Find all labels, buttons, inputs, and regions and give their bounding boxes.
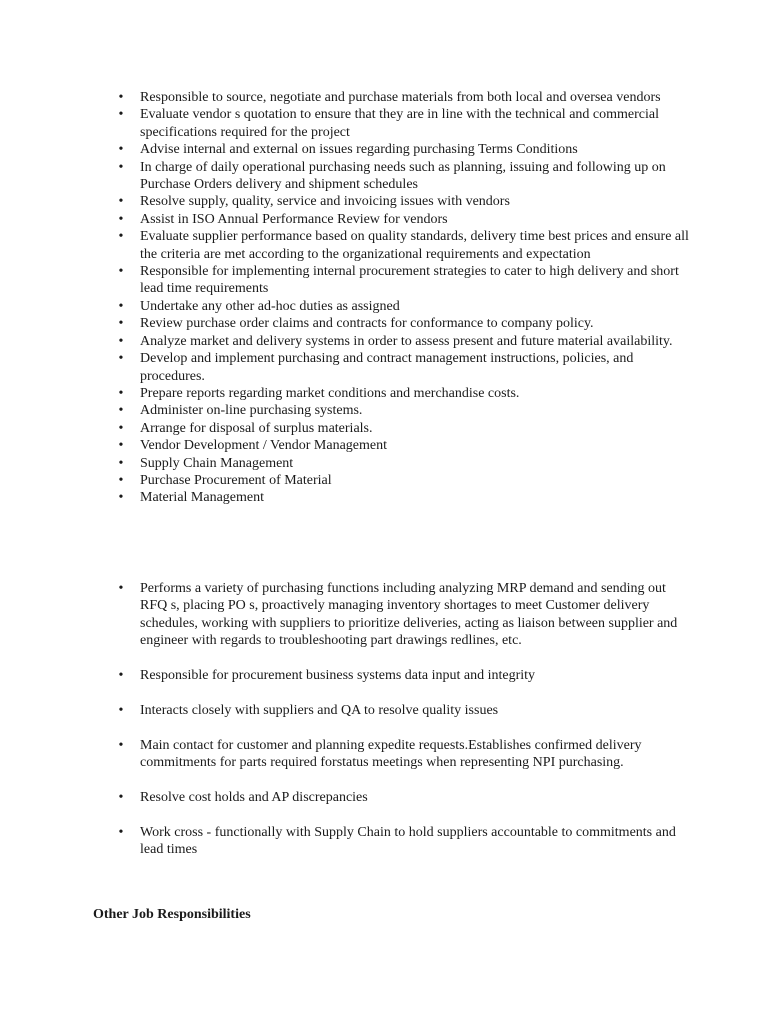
list-item-text: In charge of daily operational purchasing needs such as planning, issuing and following up on Purchase Orders delivery and shipment schedules bbox=[140, 159, 666, 193]
bullet: • bbox=[118, 142, 124, 158]
list-item bbox=[116, 789, 691, 806]
bullet: • bbox=[118, 385, 124, 401]
bullet: • bbox=[118, 333, 124, 349]
list-item bbox=[116, 228, 691, 263]
section-heading: Other Job Responsibilities bbox=[93, 907, 251, 922]
list-item-text: Interacts closely with suppliers and QA to resolve quality issues bbox=[140, 702, 499, 718]
list-item bbox=[116, 472, 691, 489]
responsibilities-list bbox=[116, 89, 691, 507]
list-item-text: Responsible for implementing internal procurement strategies to cater to high delivery and short lead time requirements bbox=[140, 264, 679, 297]
list-item bbox=[116, 315, 691, 332]
bullet: • bbox=[118, 316, 124, 332]
list-item-text: Advise internal and external on issues regarding purchasing Terms Conditions bbox=[140, 142, 578, 158]
list-item-text: Assist in ISO Annual Performance Review for vendors bbox=[140, 211, 448, 227]
list-item-text: Arrange for disposal of surplus materials. bbox=[140, 420, 373, 436]
bullet: • bbox=[118, 455, 124, 471]
list-item bbox=[116, 737, 691, 772]
list-item bbox=[116, 141, 691, 158]
bullet: • bbox=[118, 351, 124, 367]
list-item-text: Vendor Development / Vendor Management bbox=[140, 438, 388, 454]
list-item-text: Main contact for customer and planning expedite requests.Establishes confirmed delivery commitments for parts required forstatus meetings when representing NPI purchasing. bbox=[140, 737, 642, 771]
list-item-text: Review purchase order claims and contracts for conformance to company policy. bbox=[140, 316, 594, 332]
list-item bbox=[116, 667, 691, 684]
list-item-text: Work cross - functionally with Supply Chain to hold suppliers accountable to commitments and lead times bbox=[140, 824, 676, 858]
list-item bbox=[116, 489, 691, 506]
list-item bbox=[116, 455, 691, 472]
bullet: • bbox=[118, 824, 124, 840]
bullet: • bbox=[118, 298, 124, 314]
additional-duties-list bbox=[116, 580, 691, 876]
list-item bbox=[116, 263, 691, 298]
bullet: • bbox=[118, 737, 124, 753]
list-item-text: Responsible for procurement business systems data input and integrity bbox=[140, 668, 536, 684]
bullet: • bbox=[118, 668, 124, 684]
list-item-text: Resolve cost holds and AP discrepancies bbox=[140, 789, 368, 805]
bullet: • bbox=[118, 264, 124, 280]
list-item-text: Undertake any other ad-hoc duties as assigned bbox=[140, 298, 400, 314]
list-item bbox=[116, 702, 691, 719]
list-item bbox=[116, 89, 691, 106]
bullet: • bbox=[118, 702, 124, 718]
list-item-text: Supply Chain Management bbox=[140, 455, 294, 471]
bullet: • bbox=[118, 490, 124, 506]
list-item bbox=[116, 580, 691, 650]
bullet: • bbox=[118, 107, 124, 123]
list-item bbox=[116, 159, 691, 194]
bullet: • bbox=[118, 789, 124, 805]
list-item bbox=[116, 298, 691, 315]
list-item-text: Material Management bbox=[140, 490, 265, 506]
list-item-text: Administer on-line purchasing systems. bbox=[140, 403, 363, 419]
bullet: • bbox=[118, 438, 124, 454]
list-item bbox=[116, 402, 691, 419]
list-item bbox=[116, 333, 691, 350]
bullet: • bbox=[118, 581, 124, 596]
bullet: • bbox=[118, 90, 124, 105]
list-item-text: Evaluate supplier performance based on quality standards, delivery time best prices and ensure all the criteria are met according to the organizational requirements and expectation bbox=[140, 229, 689, 262]
list-item bbox=[116, 106, 691, 141]
bullet: • bbox=[118, 229, 124, 245]
bullet: • bbox=[118, 194, 124, 210]
list-item bbox=[116, 437, 691, 454]
list-item-text: Evaluate vendor s quotation to ensure that they are in line with the technical and commercial specifications required for the project bbox=[140, 107, 659, 140]
list-item-text: Prepare reports regarding market conditions and merchandise costs. bbox=[140, 385, 520, 401]
list-item bbox=[116, 824, 691, 859]
list-item-text: Develop and implement purchasing and contract management instructions, policies, and procedures. bbox=[140, 351, 634, 384]
list-item bbox=[116, 385, 691, 402]
list-item-text: Responsible to source, negotiate and purchase materials from both local and oversea vendors bbox=[140, 90, 661, 105]
list-item bbox=[116, 193, 691, 210]
bullet: • bbox=[118, 472, 124, 488]
list-item bbox=[116, 420, 691, 437]
list-item-text: Analyze market and delivery systems in order to assess present and future material availability. bbox=[140, 333, 673, 349]
bullet: • bbox=[118, 211, 124, 227]
bullet: • bbox=[118, 420, 124, 436]
list-item bbox=[116, 350, 691, 385]
list-item bbox=[116, 211, 691, 228]
bullet: • bbox=[118, 403, 124, 419]
list-item-text: Resolve supply, quality, service and invoicing issues with vendors bbox=[140, 194, 510, 210]
list-item-text: Performs a variety of purchasing functions including analyzing MRP demand and sending out RFQ s, placing PO s, proactively managing inventory shortages to meet Customer delivery schedules, working with suppliers to prioritize deliveries, acting as liaison between supplier and engineer with regards to troubleshooting part drawings redlines, etc. bbox=[140, 581, 678, 649]
list-item-text: Purchase Procurement of Material bbox=[140, 472, 332, 488]
bullet: • bbox=[118, 159, 124, 175]
